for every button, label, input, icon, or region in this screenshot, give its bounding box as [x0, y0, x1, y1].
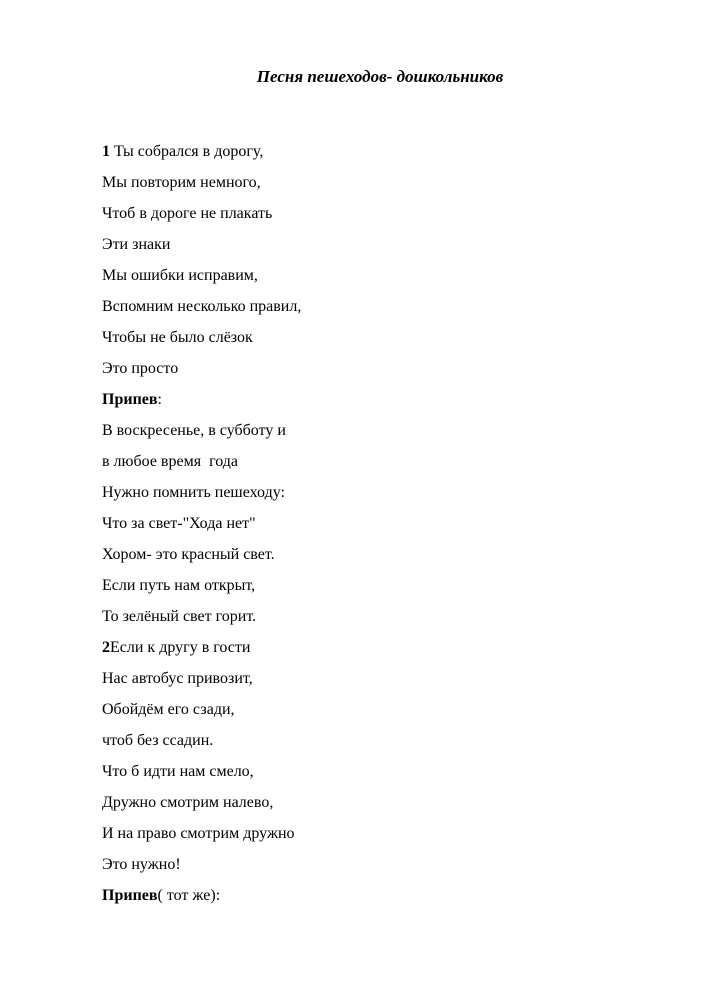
lyric-line: в любое время года: [102, 453, 239, 470]
chorus-heading: [102, 387, 662, 418]
chorus-label: Припев: [102, 391, 158, 408]
lyric-line: Мы ошибки исправим,: [102, 267, 258, 284]
lyric-line: чтоб без ссадин.: [102, 732, 214, 749]
lyric-text: Если к другу в гости: [110, 639, 251, 656]
chorus-suffix: :: [157, 391, 162, 408]
lyric-line: Вспомним несколько правил,: [102, 298, 302, 315]
verse-2-first-line: [102, 635, 662, 666]
lyric-line: Хором- это красный свет.: [102, 546, 275, 563]
song-lyrics: [102, 139, 662, 914]
verse-1-first-line: [102, 139, 662, 170]
lyric-line: Если путь нам открыт,: [102, 577, 256, 594]
verse-number: 1: [102, 143, 110, 160]
lyric-line: Обойдём его сзади,: [102, 701, 235, 718]
lyric-line: Нужно помнить пешеходу:: [102, 484, 285, 501]
lyric-line: Дружно смотрим налево,: [102, 794, 274, 811]
song-title: Песня пешеходов- дошкольников: [256, 67, 504, 86]
verse-number: 2: [102, 639, 110, 656]
chorus-label: Припев: [102, 887, 158, 904]
lyric-line: Это просто: [102, 360, 179, 377]
lyric-text: Ты собрался в дорогу,: [110, 143, 264, 160]
lyric-line: Нас автобус привозит,: [102, 670, 253, 687]
lyric-line: Что за свет-"Хода нет": [102, 515, 256, 532]
lyric-line: В воскресенье, в субботу и: [102, 422, 286, 439]
lyric-line: Мы повторим немного,: [102, 174, 261, 191]
chorus-heading: [102, 883, 662, 914]
lyric-line: Эти знаки: [102, 236, 171, 253]
lyric-line: Чтобы не было слёзок: [102, 329, 253, 346]
lyric-line: Что б идти нам смело,: [102, 763, 254, 780]
lyric-line: И на право смотрим дружно: [102, 825, 295, 842]
lyric-line: То зелёный свет горит.: [102, 608, 257, 625]
lyric-line: Это нужно!: [102, 856, 181, 873]
lyric-line: Чтоб в дороге не плакать: [102, 205, 273, 222]
chorus-suffix: ( тот же):: [157, 887, 221, 904]
